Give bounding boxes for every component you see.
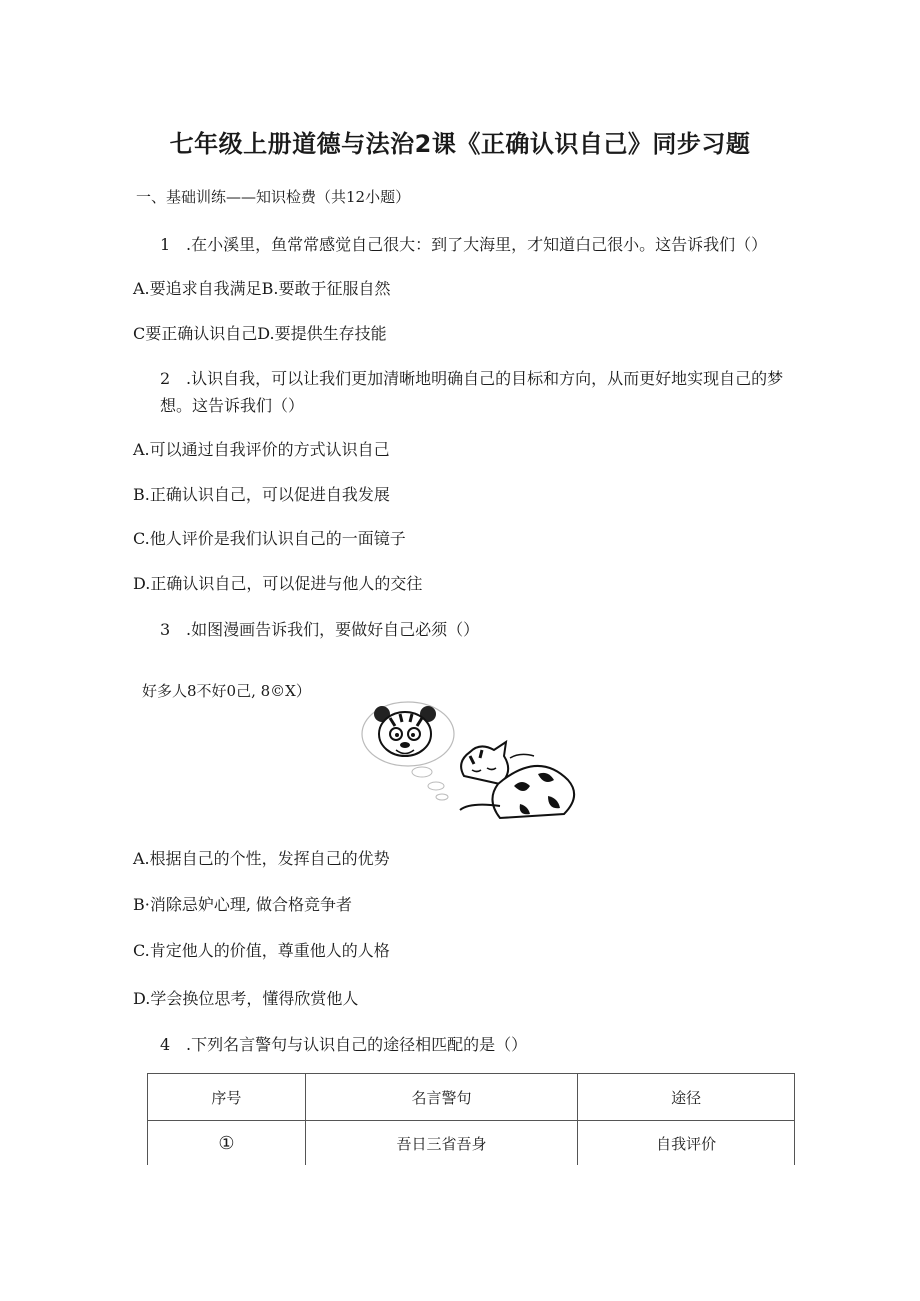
tiger-head-icon xyxy=(374,706,436,756)
q3-option-b: B·消除忌妒心理, 做合格竞争者 xyxy=(133,895,353,914)
cartoon-caption: 好多人8不好0己, 8©X） xyxy=(142,682,311,700)
q2-option-a: A.可以通过自我评价的方式认识自己 xyxy=(133,440,390,459)
q2-option-c: C.他人评价是我们认识自己的一面镜子 xyxy=(133,529,406,548)
q3-option-d: D.学会换位思考，懂得欣赏他人 xyxy=(133,989,359,1008)
table-header-row xyxy=(148,1074,795,1121)
question-text: .如图漫画告诉我们，要做好自己必须（） xyxy=(186,620,480,639)
question-number: 4 xyxy=(160,1035,171,1054)
table-cell: 自我评价 xyxy=(578,1121,795,1166)
table-header-cell: 途径 xyxy=(578,1074,795,1121)
tiger-dreaming-cat-illustration xyxy=(360,700,582,830)
question-text: .认识自我，可以让我们更加清晰地明确自己的目标和方向，从而更好地实现自己的梦想。这告诉我们（） xyxy=(160,369,784,415)
question-number: 1 xyxy=(160,235,171,254)
question-3 xyxy=(160,617,479,640)
q3-option-c: C.肯定他人的价值，尊重他人的人格 xyxy=(133,941,390,960)
section-heading: 一、基础训练——知识检费（共12小题） xyxy=(136,188,411,206)
q1-options-cd: C要正确认识自己D.要提供生存技能 xyxy=(133,324,387,343)
cat-icon xyxy=(460,742,574,818)
table-header-cell: 序号 xyxy=(148,1074,306,1121)
question-text: .下列名言警句与认识自己的途径相匹配的是（） xyxy=(186,1035,528,1054)
table-header-cell: 名言警句 xyxy=(305,1074,578,1121)
question-text: .在小溪里，鱼常常感觉自己很大：到了大海里，才知道白己很小。这告诉我们（） xyxy=(186,235,768,254)
question-number: 3 xyxy=(160,620,171,639)
matching-table xyxy=(147,1073,795,1165)
table-cell: 吾日三省吾身 xyxy=(305,1121,578,1166)
q2-option-b: B.正确认识自己，可以促进自我发展 xyxy=(133,485,390,504)
q1-options-ab: A.要追求自我满足B.要敢于征服自然 xyxy=(133,279,391,298)
table-cell: ① xyxy=(148,1121,306,1166)
question-4 xyxy=(160,1032,527,1055)
question-2 xyxy=(160,365,810,419)
q2-option-d: D.正确认识自己，可以促进与他人的交往 xyxy=(133,574,423,593)
q3-option-a: A.根据自己的个性，发挥自己的优势 xyxy=(133,849,390,868)
table-row xyxy=(148,1121,795,1166)
question-number: 2 xyxy=(160,369,171,388)
question-1 xyxy=(160,232,767,255)
page-title: 七年级上册道德与法治2课《正确认识自己》同步习题 xyxy=(169,130,751,158)
